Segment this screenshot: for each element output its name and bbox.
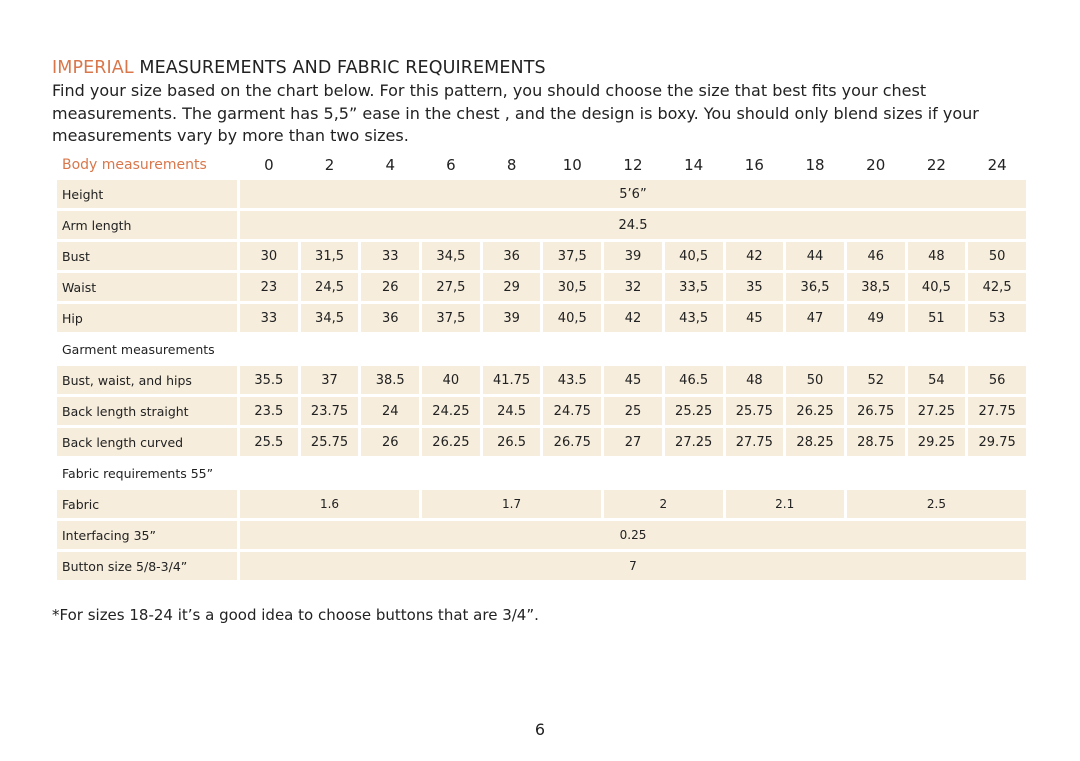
body-measurements-heading: Body measurements (62, 157, 207, 173)
measurement-cell: 36 (361, 304, 419, 332)
measurement-cell: 51 (908, 304, 966, 332)
fabric-value: 2.5 (847, 490, 1026, 518)
measurement-cell: 23 (240, 273, 298, 301)
measurement-cell: 25.25 (665, 397, 723, 425)
measurement-cell: 38.5 (361, 366, 419, 394)
row-label: Height (57, 180, 237, 208)
measurement-cell: 28.25 (786, 428, 844, 456)
size-header-cell: 18 (805, 156, 825, 174)
measurement-cell: 33,5 (665, 273, 723, 301)
measurement-cell: 25.5 (240, 428, 298, 456)
footnote: *For sizes 18-24 it’s a good idea to choose buttons that are 3/4”. (52, 606, 539, 624)
row-label: Back length straight (57, 397, 237, 425)
hip-row (57, 304, 1026, 332)
interfacing-value: 0.25 (240, 521, 1026, 549)
size-header-cell: 4 (385, 156, 395, 174)
measurement-cell: 54 (908, 366, 966, 394)
garment-section-row (57, 335, 1026, 363)
row-label: Fabric (57, 490, 237, 518)
fabric-section-row (57, 459, 1026, 487)
measurement-cell: 29 (483, 273, 541, 301)
measurement-cell: 48 (726, 366, 784, 394)
measurement-cell: 24.75 (543, 397, 601, 425)
row-label: Bust, waist, and hips (57, 366, 237, 394)
measurement-cell: 26.25 (786, 397, 844, 425)
size-header-cell: 14 (684, 156, 704, 174)
title-rest: MEASUREMENTS AND FABRIC REQUIREMENTS (133, 58, 546, 78)
measurement-cell: 40,5 (908, 273, 966, 301)
measurement-cell: 24 (361, 397, 419, 425)
measurement-cell: 50 (786, 366, 844, 394)
measurement-cell: 33 (361, 242, 419, 270)
size-header-cell: 12 (623, 156, 643, 174)
measurement-cell: 39 (483, 304, 541, 332)
measurement-cell: 30 (240, 242, 298, 270)
measurement-cell: 27.75 (726, 428, 784, 456)
size-header-cell: 6 (446, 156, 456, 174)
size-header-cell: 10 (562, 156, 582, 174)
measurement-cell: 26.75 (847, 397, 905, 425)
measurement-cell: 34,5 (301, 304, 359, 332)
measurement-cell: 23.5 (240, 397, 298, 425)
size-header-cell: 24 (987, 156, 1007, 174)
measurement-cell: 26.25 (422, 428, 480, 456)
arm-length-value: 24.5 (240, 211, 1026, 239)
measurement-cell: 43.5 (543, 366, 601, 394)
measurement-cell: 23.75 (301, 397, 359, 425)
row-label: Button size 5/8-3/4” (57, 552, 237, 580)
measurement-cell: 36,5 (786, 273, 844, 301)
measurement-cell: 40,5 (543, 304, 601, 332)
page-number: 6 (534, 720, 546, 739)
row-label: Waist (57, 273, 237, 301)
measurement-cell: 35.5 (240, 366, 298, 394)
measurement-cell: 25.75 (726, 397, 784, 425)
size-header-row (57, 153, 1026, 177)
bust-waist-hips-row (57, 366, 1026, 394)
measurement-cell: 46.5 (665, 366, 723, 394)
measurement-cell: 42,5 (968, 273, 1026, 301)
measurement-cell: 45 (726, 304, 784, 332)
fabric-value: 2.1 (726, 490, 844, 518)
measurement-cell: 38,5 (847, 273, 905, 301)
size-chart (54, 150, 1029, 583)
measurement-cell: 24,5 (301, 273, 359, 301)
measurement-cell: 28.75 (847, 428, 905, 456)
measurement-cell: 37,5 (422, 304, 480, 332)
measurement-cell: 49 (847, 304, 905, 332)
fabric-row (57, 490, 1026, 518)
measurement-cell: 52 (847, 366, 905, 394)
garment-measurements-heading: Garment measurements (62, 341, 215, 357)
measurement-cell: 44 (786, 242, 844, 270)
fabric-value: 2 (604, 490, 722, 518)
measurement-cell: 46 (847, 242, 905, 270)
measurement-cell: 40 (422, 366, 480, 394)
measurement-cell: 33 (240, 304, 298, 332)
measurement-cell: 35 (726, 273, 784, 301)
row-label: Back length curved (57, 428, 237, 456)
bust-row (57, 242, 1026, 270)
measurement-cell: 47 (786, 304, 844, 332)
size-header-cell: 22 (926, 156, 946, 174)
row-label: Bust (57, 242, 237, 270)
measurement-cell: 30,5 (543, 273, 601, 301)
measurement-cell: 29.75 (968, 428, 1026, 456)
button-size-value: 7 (240, 552, 1026, 580)
intro-paragraph: Find your size based on the chart below. For this pattern, you should choose the size that best fits your chest measurements. The garment has 5,5” ease in the chest , and the design is boxy. You should only blend sizes if your measurements vary by more than two sizes. (52, 81, 979, 145)
measurement-cell: 45 (604, 366, 662, 394)
measurement-cell: 40,5 (665, 242, 723, 270)
height-row (57, 180, 1026, 208)
measurement-cell: 26 (361, 428, 419, 456)
back-length-straight-row (57, 397, 1026, 425)
measurement-cell: 26.75 (543, 428, 601, 456)
measurement-cell: 36 (483, 242, 541, 270)
measurement-cell: 43,5 (665, 304, 723, 332)
row-label: Hip (57, 304, 237, 332)
size-header-cell: 2 (324, 156, 335, 174)
measurement-cell: 24.25 (422, 397, 480, 425)
measurement-cell: 27.25 (665, 428, 723, 456)
measurement-cell: 25 (604, 397, 662, 425)
measurement-cell: 32 (604, 273, 662, 301)
height-value: 5’6” (240, 180, 1026, 208)
measurement-cell: 48 (908, 242, 966, 270)
measurement-cell: 31,5 (301, 242, 359, 270)
row-label: Arm length (57, 211, 237, 239)
measurement-cell: 56 (968, 366, 1026, 394)
measurement-cell: 27.75 (968, 397, 1026, 425)
measurement-cell: 37 (301, 366, 359, 394)
measurement-cell: 29.25 (908, 428, 966, 456)
size-header-cell: 8 (506, 156, 517, 174)
back-length-curved-row (57, 428, 1026, 456)
waist-row (57, 273, 1026, 301)
size-header-cell: 16 (744, 156, 764, 174)
fabric-value: 1.7 (422, 490, 601, 518)
measurement-cell: 39 (604, 242, 662, 270)
fabric-requirements-heading: Fabric requirements 55” (62, 465, 214, 481)
measurement-cell: 27.25 (908, 397, 966, 425)
measurement-cell: 42 (604, 304, 662, 332)
measurement-cell: 34,5 (422, 242, 480, 270)
button-size-row (57, 552, 1026, 580)
arm-length-row (57, 211, 1026, 239)
fabric-value: 1.6 (240, 490, 419, 518)
measurement-cell: 41.75 (483, 366, 541, 394)
measurement-cell: 27 (604, 428, 662, 456)
measurement-cell: 50 (968, 242, 1026, 270)
size-header-cell: 0 (264, 156, 274, 174)
measurement-cell: 26 (361, 273, 419, 301)
row-label: Interfacing 35” (57, 521, 237, 549)
measurement-cell: 26.5 (483, 428, 541, 456)
measurement-cell: 24.5 (483, 397, 541, 425)
size-header-cell: 20 (866, 156, 886, 174)
interfacing-row (57, 521, 1026, 549)
measurement-cell: 53 (968, 304, 1026, 332)
title-accent: IMPERIAL (52, 58, 134, 78)
measurement-cell: 27,5 (422, 273, 480, 301)
measurement-cell: 25.75 (301, 428, 359, 456)
measurement-cell: 42 (726, 242, 784, 270)
measurement-cell: 37,5 (543, 242, 601, 270)
page-title (52, 58, 546, 78)
